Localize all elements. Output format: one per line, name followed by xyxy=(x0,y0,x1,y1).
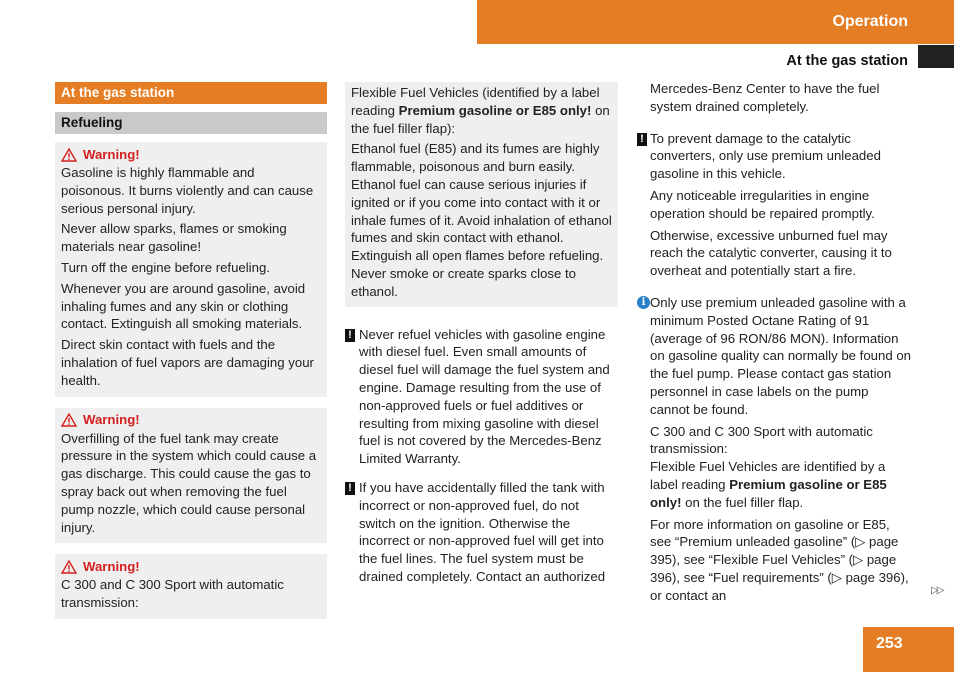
flex-fuel-intro xyxy=(351,84,612,137)
info-text xyxy=(650,458,911,511)
warning-text: Overfilling of the fuel tank may create pressure in the system which could cause a gas discharge. This could cause the gas to spray back out when removing the fuel pump nozzle, which could cause personal injury. xyxy=(61,430,317,535)
warning-label: Warning! xyxy=(83,412,140,428)
caution-note-catalytic xyxy=(637,130,911,280)
info-text-start: Flexible Fuel Vehicles are identified by a label reading xyxy=(650,459,886,492)
label-text: Premium gasoline or E85 only! xyxy=(650,476,887,510)
ethanol-warning-text: Ethanol fuel (E85) and its fumes are highly flammable, poisonous and burn easily. Ethanol fuel can cause serious injuries if ignited or if you come into contact with it or inhale fumes of it. Avoid inhalation of ethanol fumes and skin contact with ethanol. Extinguish all open flames before refueling. Never smoke or create sparks close to ethanol. xyxy=(351,141,612,299)
info-text: C 300 and C 300 Sport with automatic transmission: xyxy=(650,423,873,457)
info-text: For more information on gasoline or E85, see “Premium unleaded gasoline” (▷ page 395), see “Flexible Fuel Vehicles” (▷ page 396), see “Fuel requirements” (▷ page 396), or contact an xyxy=(650,516,909,603)
warning-triangle-icon xyxy=(61,148,77,162)
warning-text: Turn off the engine before refueling. xyxy=(61,259,270,275)
info-text: Only use premium unleaded gasoline with a minimum Posted Octane Rating of 91 (average of 96 RON/86 MON). Information on gasoline quality can normally be found on the fuel pump. Please contact gas station personnel in case labels on the pump cannot be found. xyxy=(650,294,911,417)
note-text: Otherwise, excessive unburned fuel may reach the catalytic converter, causing it to overheat and potentially start a fire. xyxy=(650,227,892,279)
intro-text-end: on the fuel filler flap): xyxy=(351,102,610,136)
caution-note-diesel xyxy=(345,326,618,468)
section-heading: At the gas station xyxy=(55,82,327,104)
header-bar xyxy=(477,0,954,44)
warning-text: Direct skin contact with fuels and the inhalation of fuel vapors are damaging your health. xyxy=(61,337,314,388)
warning-box-1 xyxy=(55,142,327,397)
label-text: Premium gasoline or E85 only! xyxy=(398,102,592,118)
page-number: 253 xyxy=(876,635,903,652)
warning-text: C 300 and C 300 Sport with automatic transmission: xyxy=(61,577,284,611)
warning-text: Never allow sparks, flames or smoking materials near gasoline! xyxy=(61,221,287,255)
column-2 xyxy=(345,82,618,590)
column-3 xyxy=(637,80,911,609)
warning-header xyxy=(61,557,321,576)
intro-text: Flexible Fuel Vehicles (identified by a label reading xyxy=(351,85,600,118)
warning-label: Warning! xyxy=(83,558,140,574)
exclamation-icon: ! xyxy=(345,482,355,495)
subheading-refueling: Refueling xyxy=(55,112,327,134)
warning-text: Whenever you are around gasoline, avoid inhaling fumes and any skin or clothing contact. Extinguish all smoking materials. xyxy=(61,280,306,332)
column-1 xyxy=(55,82,327,619)
warning-label: Warning! xyxy=(83,146,140,162)
continued-text xyxy=(637,80,911,116)
exclamation-icon: ! xyxy=(345,329,355,342)
exclamation-icon: ! xyxy=(637,133,647,146)
info-text-end: on the fuel filler flap. xyxy=(681,494,804,510)
warning-header xyxy=(61,145,321,164)
warning-triangle-icon xyxy=(61,413,77,427)
caution-note-wrong-fuel xyxy=(345,479,618,586)
info-icon: i xyxy=(637,296,650,309)
note-text: If you have accidentally filled the tank with incorrect or non-approved fuel, do not switch on the ignition. Otherwise the incorrect or non-approved fuel will get into the fuel lines. The fuel system must be drained completely. Contact an authorized xyxy=(359,479,606,584)
continued-paragraph: Mercedes-Benz Center to have the fuel system drained completely. xyxy=(650,81,880,114)
continue-marker: ▷▷ xyxy=(931,585,943,596)
warning-triangle-icon xyxy=(61,560,77,574)
warning-box-3 xyxy=(55,554,327,619)
section-title: Operation xyxy=(832,13,908,30)
note-text: To prevent damage to the catalytic converters, only use premium unleaded gasoline in this vehicle. xyxy=(650,130,881,182)
note-text: Never refuel vehicles with gasoline engine with diesel fuel. Even small amounts of diesel fuel will damage the fuel system and engine. Damage resulting from the use of non-approved fuels or fuel additives or resulting from mixing gasoline with diesel fuel is not covered by the Mercedes-Benz Limited Warranty. xyxy=(359,326,610,467)
section-tab-marker xyxy=(918,45,954,68)
subsection-title: At the gas station xyxy=(786,53,908,69)
warning-box-2 xyxy=(55,408,327,544)
page-number-box xyxy=(863,627,954,672)
note-text: Any noticeable irregularities in engine operation should be repaired promptly. xyxy=(650,187,875,221)
warning-header xyxy=(61,411,321,430)
flex-fuel-warning-box xyxy=(345,82,618,307)
info-note-gasoline xyxy=(637,294,911,605)
warning-text: Gasoline is highly flammable and poisonous. It burns violently and can cause serious personal injury. xyxy=(61,165,314,216)
